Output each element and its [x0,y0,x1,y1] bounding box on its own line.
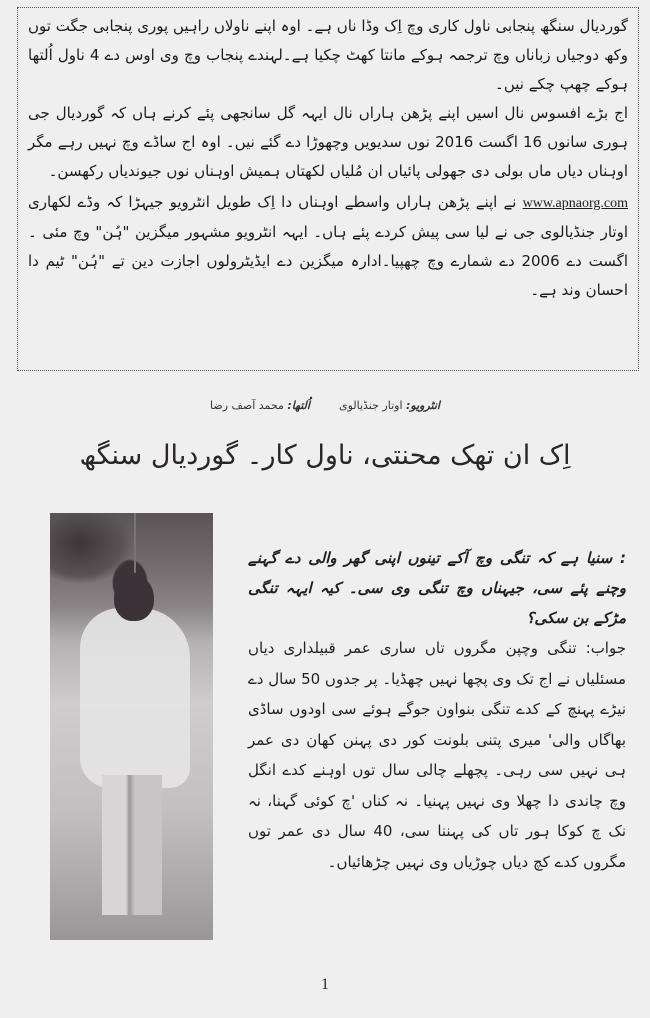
photo-legs [102,775,162,915]
intro-paragraph-3 [28,188,628,305]
intro-paragraph-2: اج بڑے افسوس نال اسیں اپنے پڑھن ہاراں نال ایہہ گل سانجھی پئے کرنے ہاں کہ گوردیال جی ہوری سانوں 16 اگست 2016 نوں سدیویں وچھوڑا دے گئے نیں۔ اوہ اج ساڈے وچ نہیں رہے مگر اوہناں دیاں ماں بولی دی جھولی پائیاں ان مُلیاں لکھتاں ہمیش اوہناں نوں جیوندیاں رکھسن۔ [28,104,628,180]
interview-question: : سنیا ہے کہ تنگی وچ آکے تینوں اپنی گھر والی دے گہنے وچنے پئے سی، جیہناں وچ تنگی وی سی۔ کیہ ایہہ تنگی مڑکے بن سکی؟ [248,549,626,627]
interview-answer: جواب: تنگی وچپن مگروں تاں ساری عمر قبیلداری دیاں مسئلیاں نے اج تک وی پچھا نہیں چھڈیا۔ پر جدوں 50 سال دے نیڑے پہنچ کے کدے تنگی بنواون جوگے ہوئے سی اودوں ساڈی بھاگاں والی' میری پتنی بلونت کور دی پہنن کھان دی عمر ہی نہیں سی رہی۔ پچھلے چالی سال توں اوہنے کدے انگل وچ چاندی دا چھلا وی نہیں پہنیا۔ نہ کناں 'چ کوئی گہنا، نہ نک چ کوکا ہور تاں کی پہننا سی، 40 سال دی عمر توں مگروں کدے کچ دیاں چوڑیاں وی نہیں چڑھائیاں۔ [248,639,626,871]
transliteration-label: اُلتھا: [287,399,310,412]
interview-label: انٹرویو: [406,399,440,412]
intro-paragraph-3-text: نے اپنے پڑھن ہاراں واسطے اوہناں دا اِک طویل انٹرویو جیہڑا کہ وڈے لکھاری اوتار جنڈیالوی جی نے لیا سی پیش کردے پئے ہاں۔ ایہہ انٹرویو مشہور میگزین "ہُن" وچ مئی ۔اگست دے 2006 دے شمارے وچ چھپیا۔ادارہ میگزین دے ایڈیٹرولوں اجازت دین تے "ہُن" ٹیم دا احسان وند ہے۔ [28,193,628,299]
interviewer-name: اوتار جنڈیالوی [338,399,403,412]
interview-qa [248,543,626,877]
website-link[interactable]: www.apnaorg.com [522,196,628,211]
photo-pole [134,513,136,573]
page-number: 1 [321,976,329,993]
author-photo [50,513,213,940]
article-headline: اِک ان تھک محنتی، ناول کار۔ گوردیال سنگھ [79,440,571,471]
intro-box [17,7,639,371]
photo-head [114,575,154,621]
byline [0,399,650,412]
photo-shawl [80,608,190,788]
intro-paragraph-1: گوردیال سنگھ پنجابی ناول کاری وچ اِک وڈا ناں ہے۔ اوہ اپنے ناولاں راہیں پوری پنجابی جگت توں وکھ دوجیاں زباناں وچ ترجمہ ہوکے مانتا کھٹ چکیا ہے۔لہندے پنجاب وچ وی اوس دے 4 ناول اُلتھا ہوکے چھپ چکے نیں۔ [28,17,628,93]
transliterator-name: محمد آصف رضا [210,399,284,412]
